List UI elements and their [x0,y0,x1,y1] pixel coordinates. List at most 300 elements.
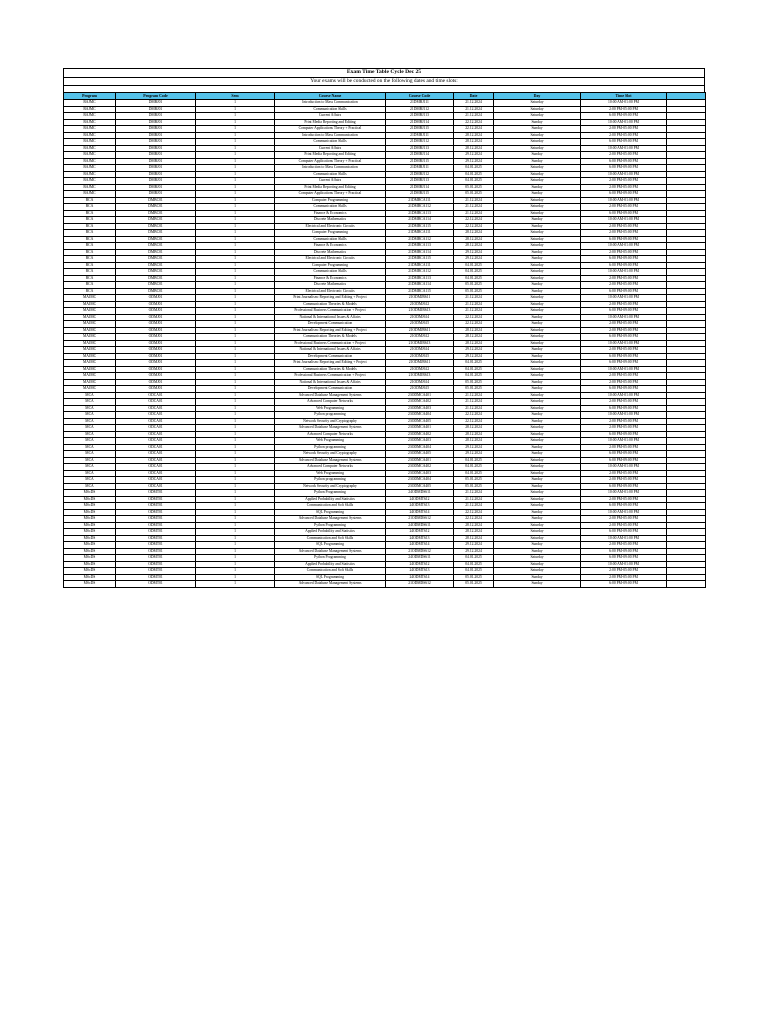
table-cell: DMBC01 [116,288,196,295]
table-cell: MScDS [64,555,116,562]
table-cell: 21DMBCA111 [386,197,454,204]
table-cell: 1 [196,230,275,237]
table-cell: ODMJ01 [116,321,196,328]
table-cell: 23ODMCA404 [386,444,454,451]
table-cell: DMBC01 [116,262,196,269]
table-cell: BCA [64,282,116,289]
table-cell: 04.01.2025 [454,568,494,575]
table-cell: 1 [196,477,275,484]
table-cell: Advanced Computer Networks [275,431,386,438]
table-cell: Current Affairs [275,145,386,152]
table-cell: 1 [196,457,275,464]
table-cell: 10:00 AM-01:00 PM [581,171,667,178]
table-cell: Print Journalism: Reporting and Editing + Project [275,360,386,367]
table-cell: 1 [196,191,275,198]
table-cell: 1 [196,152,275,159]
table-cell: Communication Skills [275,236,386,243]
table-cell: 05.01.2025 [454,191,494,198]
table-cell: BAJMC [64,178,116,185]
table-cell: 23ODMCA404 [386,477,454,484]
table-cell: Print Journalism: Reporting and Editing + Project [275,327,386,334]
table-cell: 6:00 PM-09:00 PM [581,113,667,120]
table-cell: MCA [64,412,116,419]
table-cell: Saturday [494,496,581,503]
table-cell: 21.12.2024 [454,392,494,399]
table-cell: 29.12.2024 [454,249,494,256]
table-cell: 1 [196,503,275,510]
table-cell: 28.12.2024 [454,535,494,542]
table-cell: DMBJ01 [116,119,196,126]
table-cell: 6:00 PM-09:00 PM [581,529,667,536]
table-cell: MCA [64,425,116,432]
table-cell: 28.12.2024 [454,431,494,438]
table-cell: 2:00 PM-05:00 PM [581,275,667,282]
table-cell: Sunday [494,542,581,549]
table-cell: 6:00 PM-09:00 PM [581,405,667,412]
table-cell: DMBC01 [116,197,196,204]
table-cell: 21ODMJ612 [386,334,454,341]
table-cell: MScDS [64,581,116,588]
table-cell: 05.01.2025 [454,184,494,191]
table-cell: Saturday [494,373,581,380]
table-cell: 6:00 PM-09:00 PM [581,483,667,490]
table-cell: Saturday [494,243,581,250]
table-cell: BCA [64,210,116,217]
table-cell: Current Affairs [275,113,386,120]
table-cell: 21.12.2024 [454,503,494,510]
table-cell: ODCA01 [116,483,196,490]
table-cell: 04.01.2025 [454,171,494,178]
table-cell: ODMT01 [116,548,196,555]
table-cell: MScDS [64,574,116,581]
table-cell: 2:00 PM-05:00 PM [581,522,667,529]
table-cell: Python programming [275,477,386,484]
table-cell: 1 [196,529,275,536]
table-cell: 21DMBJ112 [386,171,454,178]
table-cell: 05.01.2025 [454,581,494,588]
table-cell: 21DMBCA111 [386,262,454,269]
table-cell: 1 [196,327,275,334]
table-cell: 2:00 PM-05:00 PM [581,477,667,484]
table-cell: DMBJ01 [116,191,196,198]
table-cell: DMBJ01 [116,152,196,159]
table-cell: 1 [196,262,275,269]
table-cell: National & International Issues & Affairs [275,314,386,321]
table-cell: Saturday [494,308,581,315]
column-header: Date [454,93,494,100]
table-cell: ODMT01 [116,561,196,568]
table-cell: MCA [64,418,116,425]
table-cell: 1 [196,399,275,406]
table-cell: DMBC01 [116,256,196,263]
table-cell: Saturday [494,197,581,204]
table-cell: MAJMC [64,373,116,380]
table-cell: Saturday [494,535,581,542]
table-cell: 2:00 PM-05:00 PM [581,321,667,328]
table-cell: 1 [196,431,275,438]
table-cell: 10:00 AM-01:00 PM [581,269,667,276]
table-cell: Computer Programming [275,197,386,204]
table-cell: ODMJ01 [116,360,196,367]
table-cell: 2:00 PM-05:00 PM [581,282,667,289]
table-cell: Sunday [494,347,581,354]
table-cell: 1 [196,418,275,425]
table-cell: Communication Skills [275,106,386,113]
table-cell: Sunday [494,223,581,230]
table-cell: DMBC01 [116,275,196,282]
table-cell: Discrete Mathematics [275,282,386,289]
table-cell: BAJMC [64,184,116,191]
table-cell: 1 [196,145,275,152]
table-cell: Electrical and Electronic Circuits [275,256,386,263]
table-cell: 6:00 PM-09:00 PM [581,262,667,269]
table-cell: 21DMBJ115 [386,126,454,133]
table-cell: ODMJ01 [116,295,196,302]
table-cell: BAJMC [64,152,116,159]
table-cell: ODCA01 [116,451,196,458]
table-cell: 23ODMCA404 [386,412,454,419]
table-cell: MCA [64,444,116,451]
table-cell: MScDS [64,503,116,510]
table-cell: MAJMC [64,360,116,367]
table-cell: Development Communication [275,353,386,360]
table-cell: ODMT01 [116,509,196,516]
table-cell: 1 [196,340,275,347]
table-cell: ODCA01 [116,412,196,419]
table-cell: 21DMBJ113 [386,145,454,152]
table-cell: MScDS [64,522,116,529]
table-cell: BAJMC [64,171,116,178]
table-cell: Discrete Mathematics [275,217,386,224]
table-cell: BAJMC [64,191,116,198]
table-cell: Introduction to Mass Communication [275,100,386,107]
table-cell: 6:00 PM-09:00 PM [581,451,667,458]
table-cell: BAJMC [64,100,116,107]
table-cell: MCA [64,470,116,477]
table-cell: Saturday [494,178,581,185]
table-cell: 29.12.2024 [454,256,494,263]
table-cell: 6:00 PM-09:00 PM [581,431,667,438]
table-cell: Saturday [494,405,581,412]
table-cell: Python programming [275,444,386,451]
table-cell: 21ODMJ612 [386,366,454,373]
table-cell: Development Communication [275,321,386,328]
table-cell: Communication Theories & Models [275,366,386,373]
table-cell: BCA [64,243,116,250]
table-cell: Saturday [494,145,581,152]
table-cell: 22.12.2024 [454,321,494,328]
table-cell: 21DMBCA113 [386,210,454,217]
table-cell: MScDS [64,561,116,568]
table-cell: Network Security and Cryptography [275,418,386,425]
table-cell: 1 [196,314,275,321]
table-cell: MCA [64,399,116,406]
table-cell: 10:00 AM-01:00 PM [581,314,667,321]
table-cell: 29.12.2024 [454,353,494,360]
table-cell: 1 [196,165,275,172]
table-cell: Saturday [494,470,581,477]
table-cell: MScDS [64,548,116,555]
table-cell: Saturday [494,230,581,237]
page-subtitle: Your exams will be conducted on the following dates and time slots: [64,78,704,87]
table-cell: Communication Skills [275,171,386,178]
table-cell-empty [667,581,706,588]
table-cell: Web Programming [275,438,386,445]
table-cell: Saturday [494,269,581,276]
table-cell: 2:00 PM-05:00 PM [581,249,667,256]
table-cell: 1 [196,308,275,315]
table-cell: Professional Business Communication + Project [275,373,386,380]
table-cell: 04.01.2025 [454,555,494,562]
table-cell: Professional Business Communication + Project [275,308,386,315]
table-cell: 1 [196,386,275,393]
table-cell: 28.12.2024 [454,334,494,341]
table-cell: 1 [196,275,275,282]
table-cell: DMBJ01 [116,139,196,146]
table-cell: 28.12.2024 [454,529,494,536]
table-cell: 2:00 PM-05:00 PM [581,301,667,308]
table-cell: 1 [196,295,275,302]
table-cell: ODMJ01 [116,327,196,334]
table-cell: National & International Issues & Affairs [275,379,386,386]
table-cell: 28.12.2024 [454,425,494,432]
table-cell: Finance & Economics [275,275,386,282]
table-cell: Introduction to Mass Communication [275,132,386,139]
table-cell: 6:00 PM-09:00 PM [581,139,667,146]
table-cell: 1 [196,119,275,126]
table-cell: 1 [196,256,275,263]
table-cell: ODCA01 [116,477,196,484]
table-cell: 1 [196,139,275,146]
table-cell: 2:00 PM-05:00 PM [581,568,667,575]
table-cell: 2:00 PM-05:00 PM [581,204,667,211]
table-cell: MScDS [64,542,116,549]
table-cell: 21.12.2024 [454,399,494,406]
table-cell: 2:00 PM-05:00 PM [581,132,667,139]
table-cell: Saturday [494,113,581,120]
table-cell: Sunday [494,282,581,289]
table-cell: BAJMC [64,113,116,120]
table-cell: Print Journalism: Reporting and Editing + Project [275,295,386,302]
table-cell: 10:00 AM-01:00 PM [581,366,667,373]
table-cell: Saturday [494,457,581,464]
table-cell: 21DMBJ114 [386,119,454,126]
title-box [63,68,705,86]
table-cell: 1 [196,106,275,113]
table-cell: ODCA01 [116,425,196,432]
table-cell: BCA [64,249,116,256]
table-cell: Saturday [494,425,581,432]
table-cell: National & International Issues & Affairs [275,347,386,354]
table-cell: DMBC01 [116,236,196,243]
table-cell: 10:00 AM-01:00 PM [581,145,667,152]
table-cell: 10:00 AM-01:00 PM [581,490,667,497]
table-cell: DMBJ01 [116,132,196,139]
table-cell: BCA [64,217,116,224]
page-title: Exam Time Table Cycle Dec 25 [64,69,704,78]
table-cell: 24ODMT613 [386,503,454,510]
table-cell: 10:00 AM-01:00 PM [581,243,667,250]
table-cell: Saturday [494,165,581,172]
table-cell: 21ODMJ615 [386,353,454,360]
table-cell: 28.12.2024 [454,132,494,139]
table-cell: MCA [64,457,116,464]
table-cell: 28.12.2024 [454,340,494,347]
table-cell: ODCA01 [116,464,196,471]
table-cell: Saturday [494,340,581,347]
table-cell: Communication Theories & Models [275,301,386,308]
table-cell: 22.12.2024 [454,418,494,425]
table-cell: 04.01.2025 [454,262,494,269]
table-cell: Saturday [494,139,581,146]
table-cell: Web Programming [275,405,386,412]
table-cell: Sunday [494,581,581,588]
table-cell: Saturday [494,301,581,308]
table-cell: DMBJ01 [116,100,196,107]
table-cell: Saturday [494,464,581,471]
table-cell: 28.12.2024 [454,236,494,243]
table-cell: Sunday [494,119,581,126]
table-cell: Saturday [494,431,581,438]
table-cell: Saturday [494,327,581,334]
table-cell: Discrete Mathematics [275,249,386,256]
table-cell: Saturday [494,522,581,529]
table-cell: 1 [196,574,275,581]
table-cell: 10:00 AM-01:00 PM [581,509,667,516]
table-cell: ODMJ01 [116,353,196,360]
table-cell: Sunday [494,444,581,451]
table-cell: 24ODMDS611 [386,555,454,562]
table-cell: 2:00 PM-05:00 PM [581,425,667,432]
table-cell: DMBC01 [116,282,196,289]
table-cell: 1 [196,490,275,497]
table-cell: 21.12.2024 [454,496,494,503]
table-cell: Print Media Reporting and Editing [275,152,386,159]
table-cell: 22.12.2024 [454,119,494,126]
table-cell: MAJMC [64,314,116,321]
table-cell: 21.12.2024 [454,197,494,204]
table-cell: Saturday [494,204,581,211]
table-cell: 21ODMJ612 [386,301,454,308]
table-cell: 1 [196,184,275,191]
table-cell: 6:00 PM-09:00 PM [581,555,667,562]
table-cell: ODMT01 [116,568,196,575]
table-cell: Advanced Computer Networks [275,464,386,471]
table-cell: 21DMBJ113 [386,113,454,120]
table-cell: Communication Theories & Models [275,334,386,341]
table-cell: BCA [64,223,116,230]
table-cell: 1 [196,171,275,178]
table-cell: Sunday [494,191,581,198]
table-cell: 1 [196,113,275,120]
table-cell: Sunday [494,418,581,425]
table-cell: 29.12.2024 [454,542,494,549]
table-cell: 05.01.2025 [454,282,494,289]
table-cell: MAJMC [64,347,116,354]
header-row [64,93,706,100]
table-cell: 10:00 AM-01:00 PM [581,340,667,347]
table-cell: 2:00 PM-05:00 PM [581,178,667,185]
table-cell: 04.01.2025 [454,178,494,185]
table-cell: Advanced Database Management Systems [275,548,386,555]
table-cell: 2:00 PM-05:00 PM [581,516,667,523]
table-cell: BAJMC [64,132,116,139]
table-cell: 24ODMDS611 [386,522,454,529]
table-cell: DMBC01 [116,249,196,256]
table-cell: 21DMBJ115 [386,158,454,165]
table-cell: 1 [196,535,275,542]
table-cell: 1 [196,243,275,250]
table-cell: 21ODMJB613 [386,308,454,315]
table-cell: DMBJ01 [116,171,196,178]
table-cell: 1 [196,321,275,328]
table-cell: 28.12.2024 [454,522,494,529]
table-cell: 1 [196,223,275,230]
table-cell: Applied Probability and Statistics [275,496,386,503]
table-cell: MScDS [64,516,116,523]
table-cell: 21ODMJB611 [386,360,454,367]
table-cell: 1 [196,581,275,588]
column-header: Course Name [275,93,386,100]
table-cell: 1 [196,178,275,185]
table-cell: MAJMC [64,334,116,341]
table-cell: Sunday [494,321,581,328]
table-cell: DMBC01 [116,217,196,224]
table-cell: 04.01.2025 [454,457,494,464]
column-header [667,93,706,100]
table-cell: ODMJ01 [116,308,196,315]
table-cell: 21DMBCA112 [386,236,454,243]
table-cell: 24ODMT612 [386,561,454,568]
table-cell: 1 [196,366,275,373]
table-cell: ODMT01 [116,496,196,503]
table-cell: ODMJ01 [116,379,196,386]
table-cell: 21DMBJ111 [386,132,454,139]
table-cell: Computer Programming [275,262,386,269]
table-cell: 21DMBCA112 [386,269,454,276]
table-cell: ODCA01 [116,444,196,451]
table-cell: Sunday [494,412,581,419]
table-cell: 1 [196,379,275,386]
table-cell: BAJMC [64,106,116,113]
table-cell: BCA [64,269,116,276]
exam-timetable-sheet [63,68,705,588]
table-cell: 21.12.2024 [454,113,494,120]
table-cell: 6:00 PM-09:00 PM [581,503,667,510]
table-cell: 2:00 PM-05:00 PM [581,223,667,230]
table-cell: Print Media Reporting and Editing [275,119,386,126]
table-cell: 29.12.2024 [454,347,494,354]
table-cell: 21ODMJ615 [386,386,454,393]
table-cell: Development Communication [275,386,386,393]
table-cell: MAJMC [64,327,116,334]
table-cell: 2:00 PM-05:00 PM [581,399,667,406]
table-cell: 29.12.2024 [454,152,494,159]
table-cell: ODCA01 [116,405,196,412]
table-cell: 24ODMT613 [386,568,454,575]
table-cell: 29.12.2024 [454,451,494,458]
table-cell: DMBJ01 [116,145,196,152]
table-cell: Saturday [494,275,581,282]
table-cell: ODMT01 [116,516,196,523]
table-cell: Saturday [494,262,581,269]
table-cell: 6:00 PM-09:00 PM [581,210,667,217]
table-cell: MCA [64,438,116,445]
table-cell: MCA [64,451,116,458]
table-cell: Computer Programming [275,230,386,237]
table-cell: MAJMC [64,321,116,328]
table-cell: 1 [196,353,275,360]
